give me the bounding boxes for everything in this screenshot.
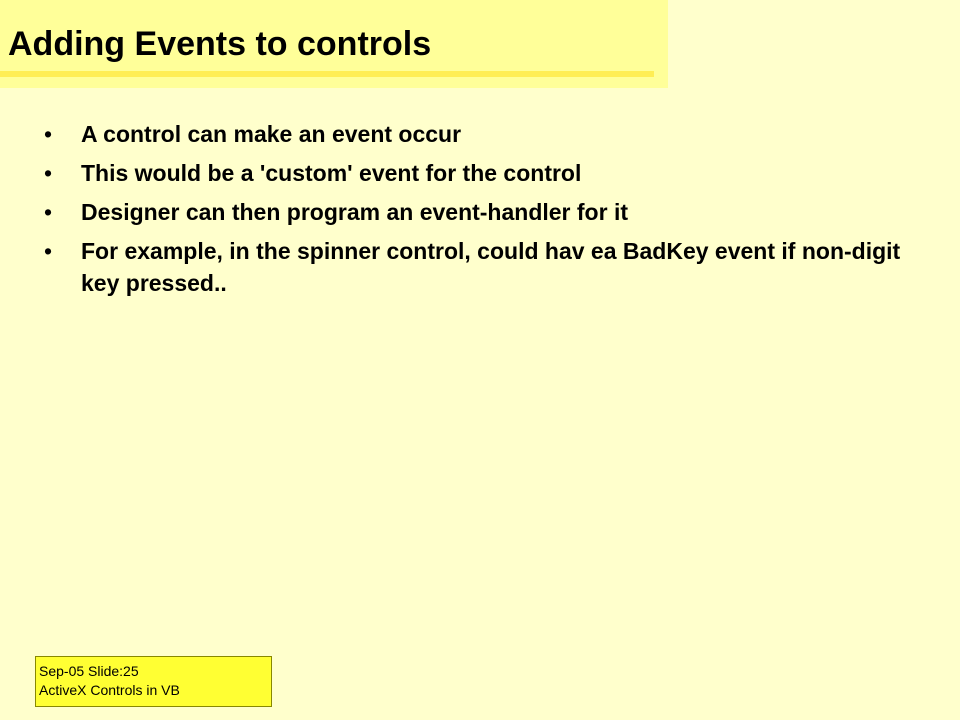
bullet-item [44, 118, 924, 150]
bullet-item [44, 196, 924, 228]
bullet-text: A control can make an event occur [81, 121, 462, 147]
bullet-item [44, 235, 924, 299]
bullet-text: Designer can then program an event-handler for it [81, 199, 628, 225]
bullet-dot-icon: • [44, 121, 53, 147]
bullet-text: This would be a 'custom' event for the control [81, 160, 582, 186]
bullet-text: For example, in the spinner control, could hav ea BadKey event if non-digit key pressed.. [81, 238, 901, 296]
footer-date-slide: Sep-05 Slide:25 [39, 663, 139, 679]
bullet-item [44, 157, 924, 189]
bullet-dot-icon: • [44, 160, 53, 186]
bullet-dot-icon: • [44, 199, 53, 225]
footer-course-title: ActiveX Controls in VB [39, 682, 180, 698]
slide-footer [35, 656, 272, 707]
slide-title: Adding Events to controls [8, 25, 432, 63]
title-underline [0, 71, 654, 77]
bullet-list [44, 118, 924, 306]
bullet-dot-icon: • [44, 238, 53, 264]
